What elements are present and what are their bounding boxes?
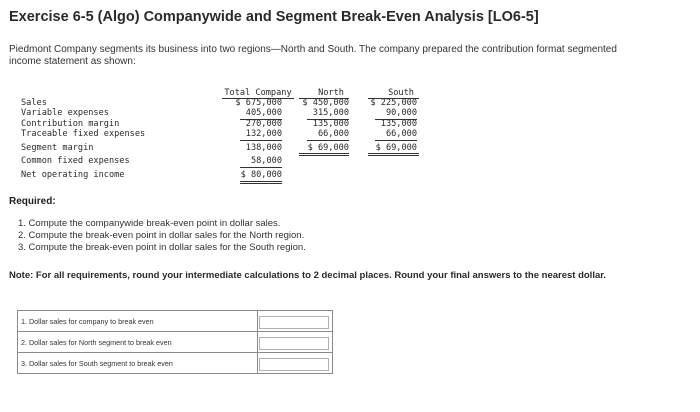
header-south: South [388,88,414,98]
rounding-note: Note: For all requirements, round your intermediate calculations to 2 decimal places. Round your final answers to the nearest dollar. [9,270,607,281]
underline-noi-total-2 [240,183,282,184]
exercise-title: Exercise 6-5 (Algo) Companywide and Segment Break-Even Analysis [LO6-5] [9,9,539,25]
cell-sales-south: $ 225,000 [370,98,417,108]
cell-noi-total: $ 80,000 [240,170,282,180]
cell-cm-south: 135,000 [380,119,417,129]
cell-traceable-north: 66,000 [317,129,349,139]
cell-sales-total: $ 675,000 [235,98,282,108]
required-heading: Required: [9,196,56,207]
cell-segment-south: $ 69,000 [375,143,417,153]
answer-row [18,332,333,353]
row-label-contribution-margin: Contribution margin [21,119,120,129]
cell-cm-total: 270,000 [245,119,282,129]
cell-segment-north: $ 69,000 [307,143,349,153]
underline-segment-south-2 [368,155,419,156]
underline-common-total [240,167,282,168]
row-label-common-fixed: Common fixed expenses [21,156,130,166]
cell-variable-north: 315,000 [312,108,349,118]
row-label-net-operating-income: Net operating income [21,170,125,180]
answer-input-south[interactable] [259,358,329,371]
answer-label-south: 3. Dollar sales for South segment to break even [18,353,258,374]
answer-cell-south [258,353,333,374]
underline-segment-north-1 [299,153,349,154]
answer-table [17,310,333,374]
header-total-company: Total Company [224,88,292,98]
row-label-sales: Sales [21,98,47,108]
underline-traceable-total [240,140,282,141]
cell-segment-total: 138,000 [245,143,282,153]
underline-traceable-south [375,140,417,141]
answer-input-company[interactable] [259,316,329,329]
answer-label-north: 2. Dollar sales for North segment to break even [18,332,258,353]
answer-row [18,311,333,332]
answer-input-north[interactable] [259,337,329,350]
answer-row [18,353,333,374]
required-item-2: 2. Compute the break-even point in dollar sales for the North region. [18,230,305,241]
underline-traceable-north [307,140,349,141]
cell-common-total: 58,000 [250,156,282,166]
underline-segment-south-1 [368,153,419,154]
cell-cm-north: 135,000 [312,119,349,129]
cell-traceable-total: 132,000 [245,129,282,139]
row-label-variable-expenses: Variable expenses [21,108,109,118]
row-label-traceable-fixed: Traceable fixed expenses [21,129,146,139]
underline-noi-total-1 [240,181,282,182]
cell-sales-north: $ 450,000 [302,98,349,108]
underline-segment-north-2 [299,155,349,156]
answer-cell-north [258,332,333,353]
header-north: North [318,88,344,98]
cell-variable-total: 405,000 [245,108,282,118]
required-item-1: 1. Compute the companywide break-even point in dollar sales. [18,218,281,229]
intro-text: Piedmont Company segments its business into two regions—North and South. The company prepared the contribution format segmented income statement as shown: [9,44,617,67]
row-label-segment-margin: Segment margin [21,143,94,153]
cell-traceable-south: 66,000 [385,129,417,139]
cell-variable-south: 90,000 [385,108,417,118]
answer-label-company: 1. Dollar sales for company to break even [18,311,258,332]
answer-cell-company [258,311,333,332]
required-item-3: 3. Compute the break-even point in dollar sales for the South region. [18,242,306,253]
